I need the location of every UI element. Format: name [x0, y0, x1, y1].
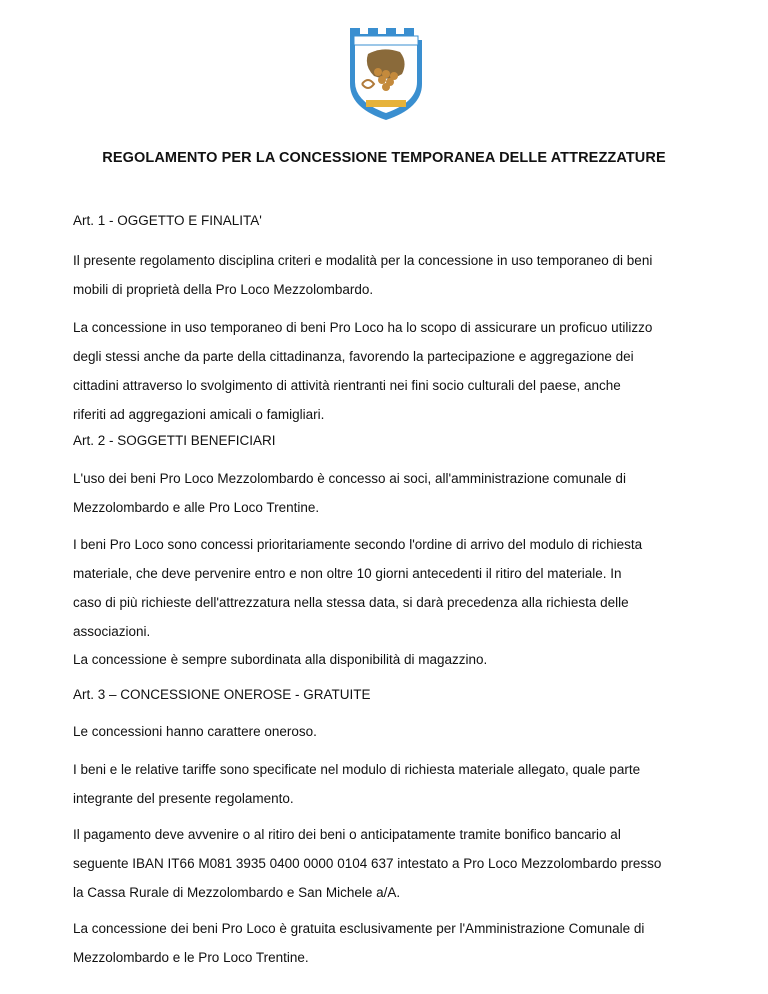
- article-2-heading: Art. 2 - SOGGETTI BENEFICIARI: [73, 433, 276, 448]
- paragraph-line: Il presente regolamento disciplina criteri e modalità per la concessione in uso temporaneo di beni: [73, 253, 653, 268]
- paragraph-line: La concessione dei beni Pro Loco è gratuita esclusivamente per l'Amministrazione Comunale di: [73, 921, 645, 936]
- pro-loco-logo: [342, 22, 430, 122]
- paragraph-line: Mezzolombardo e le Pro Loco Trentine.: [73, 950, 309, 965]
- paragraph-line: associazioni.: [73, 624, 151, 639]
- paragraph-line: I beni e le relative tariffe sono specificate nel modulo di richiesta materiale allegato, quale parte: [73, 762, 641, 777]
- paragraph-line: L'uso dei beni Pro Loco Mezzolombardo è concesso ai soci, all'amministrazione comunale di: [73, 471, 626, 486]
- paragraph-line: integrante del presente regolamento.: [73, 791, 294, 806]
- paragraph-line: I beni Pro Loco sono concessi prioritariamente secondo l'ordine di arrivo del modulo di richiesta: [73, 537, 643, 552]
- article-3-heading: Art. 3 – CONCESSIONE ONEROSE - GRATUITE: [73, 687, 371, 702]
- document-title: REGOLAMENTO PER LA CONCESSIONE TEMPORANEA DELLE ATTREZZATURE: [102, 150, 666, 166]
- paragraph-line: La concessione è sempre subordinata alla disponibilità di magazzino.: [73, 652, 488, 667]
- paragraph-line: Il pagamento deve avvenire o al ritiro dei beni o anticipatamente tramite bonifico bancario al: [73, 827, 621, 842]
- paragraph-line: La concessione in uso temporaneo di beni Pro Loco ha lo scopo di assicurare un proficuo utilizzo: [73, 320, 653, 335]
- paragraph-line: caso di più richieste dell'attrezzatura nella stessa data, si darà precedenza alla richiesta delle: [73, 595, 629, 610]
- paragraph-line: cittadini attraverso lo svolgimento di attività rientranti nei fini socio culturali del paese, anche: [73, 378, 621, 393]
- paragraph-line: Le concessioni hanno carattere oneroso.: [73, 724, 317, 739]
- paragraph-line: Mezzolombardo e alle Pro Loco Trentine.: [73, 500, 320, 515]
- article-1-heading: Art. 1 - OGGETTO E FINALITA': [73, 213, 262, 228]
- paragraph-line: materiale, che deve pervenire entro e non oltre 10 giorni antecedenti il ritiro del materiale. In: [73, 566, 622, 581]
- paragraph-line: degli stessi anche da parte della cittadinanza, favorendo la partecipazione e aggregazione dei: [73, 349, 634, 364]
- pro-loco-crest-icon: [342, 22, 430, 122]
- paragraph-line: la Cassa Rurale di Mezzolombardo e San Michele a/A.: [73, 885, 401, 900]
- paragraph-line: riferiti ad aggregazioni amicali o famigliari.: [73, 407, 325, 422]
- paragraph-line: mobili di proprietà della Pro Loco Mezzolombardo.: [73, 282, 374, 297]
- paragraph-line: seguente IBAN IT66 M081 3935 0400 0000 0104 637 intestato a Pro Loco Mezzolombardo presso: [73, 856, 662, 871]
